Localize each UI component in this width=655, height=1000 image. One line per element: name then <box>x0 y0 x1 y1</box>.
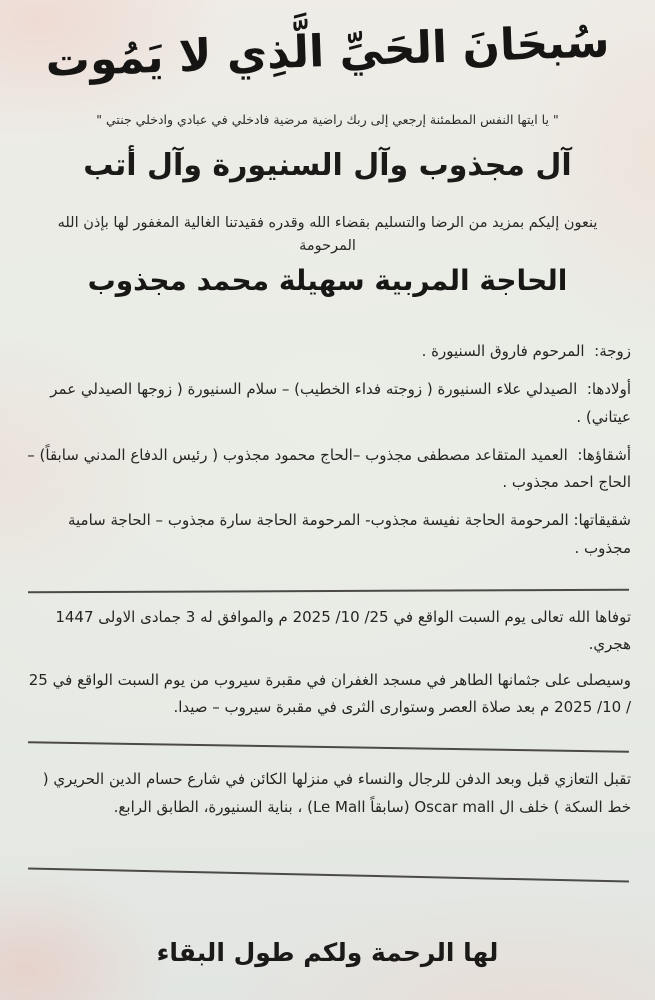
relative-text: العميد المتقاعد مصطفى مجذوب –الحاج محمود مجذوب ( رئيس الدفاع المدني سابقاً) – الحاج احمد مجذوب . <box>27 445 631 492</box>
relative-text: المرحومة الحاجة نفيسة مجذوب- المرحومة الحاجة سارة مجذوب – الحاجة سامية مجذوب . <box>67 511 631 557</box>
deceased-honorific: المرحومة <box>299 238 356 255</box>
section-divider <box>28 867 629 882</box>
relative-row-sisters <box>20 507 631 562</box>
quran-verse: " يا ايتها النفس المطمئنة إرجعي إلى ربك راضية مرضية فادخلي في عبادي وادخلي جنتي " <box>96 112 559 127</box>
section-divider <box>28 589 629 594</box>
announcement-block <box>0 212 655 258</box>
dates-section <box>20 604 631 730</box>
funeral-paragraph: وسيصلى على جثمانها الطاهر في مسجد الغفران في مقبرة سيروب من يوم السبت الواقع في 25 / 10/ 2025 م بعد صلاة العصر وستوارى الثرى في مقبرة سيروب – صيدا. <box>28 671 631 716</box>
section-divider <box>28 741 629 752</box>
relative-label: أشقاؤها: <box>577 445 631 464</box>
relative-label: شقيقاتها: <box>573 511 631 530</box>
closing-line: لها الرحمة ولكم طول البقاء <box>156 938 499 967</box>
relative-row-brothers <box>20 442 631 497</box>
families-line: آل مجذوب وآل السنيورة وآل أتب <box>83 148 572 183</box>
announcement-line: ينعون إليكم بمزيد من الرضا والتسليم بقضاء الله وقدره فقيدتنا الغالية المغفور لها بإذن الله <box>57 215 598 231</box>
deceased-name: الحاجة المربية سهيلة محمد مجذوب <box>87 264 568 297</box>
relative-label: زوجة: <box>594 342 631 360</box>
calligraphy-header: سُبحَانَ الحَيِّ الَّذِي لا يَمُوت <box>44 16 611 87</box>
relative-text: المرحوم فاروق السنيورة . <box>421 342 585 360</box>
relative-label: أولادها: <box>586 380 631 399</box>
relative-row-children <box>20 376 631 431</box>
condolences-paragraph: تقبل التعازي قبل وبعد الدفن للرجال والنساء في منزلها الكائن في شارع حسام الدين الحريري ( خط السكة ) خلف ال Oscar mall (سابقاً Le Mall) ، بناية السنيورة، الطابق الرابع. <box>42 770 631 816</box>
relative-row-wife <box>20 338 631 365</box>
relatives-section <box>20 338 631 573</box>
death-date-paragraph: توفاها الله تعالى يوم السبت الواقع في 25/ 10/ 2025 م والموافق له 3 جمادى الاولى 1447 هجري. <box>55 608 631 653</box>
condolences-section <box>20 766 631 822</box>
relative-text: الصيدلي علاء السنيورة ( زوجته فداء الخطيب) – سلام السنيورة ( زوجها الصيدلي عمر عيتاني) . <box>50 380 631 426</box>
